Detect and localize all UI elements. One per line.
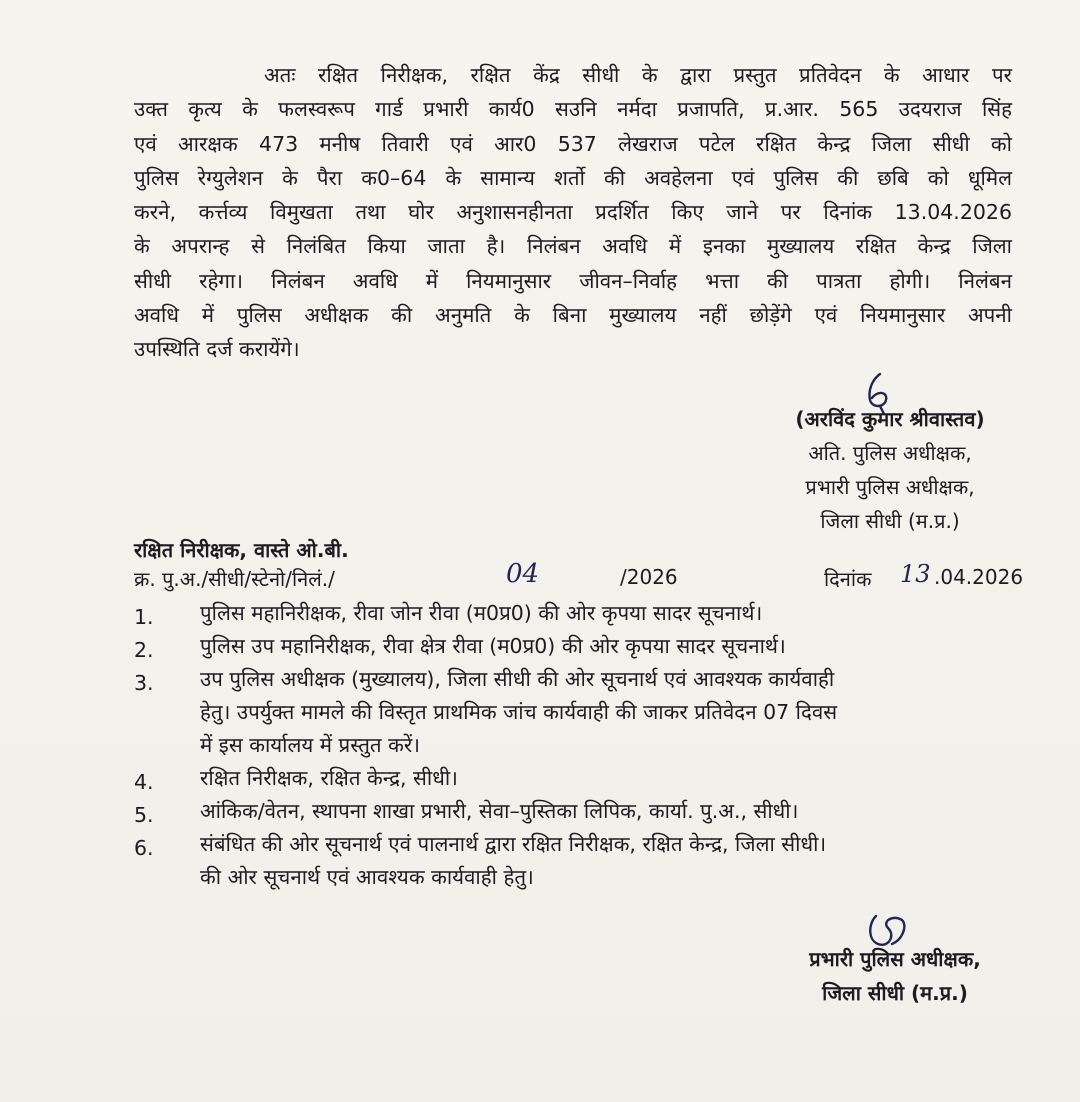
list-item — [134, 762, 1034, 795]
item-text: रक्षित निरीक्षक, रक्षित केन्द्र, सीधी। — [200, 766, 458, 790]
item-number: 1. — [134, 605, 154, 629]
item-text: में इस कार्यालय में प्रस्तुत करें। — [200, 733, 420, 757]
signatory-district: जिला सीधी (म.प्र.) — [822, 981, 968, 1005]
list-item — [134, 663, 1034, 762]
paragraph-line: करने, कर्त्तव्य विमुखता तथा घोर अनुशासनहीनता प्रदर्शित किए जाने पर दिनांक 13.04.2026 — [134, 200, 1012, 225]
paragraph-line: पुलिस रेग्युलेशन के पैरा क0–64 के सामान्य शर्तो की अवहेलना एवं पुलिस की छबि को धूमिल — [134, 165, 1012, 190]
date-label: दिनांक — [824, 567, 872, 591]
item-text: पुलिस महानिरीक्षक, रीवा जोन रीवा (म0प्र0) की ओर कृपया सादर सूचनार्थ। — [200, 601, 763, 625]
signature-block-2 — [770, 942, 1020, 1010]
reference-prefix: क्र. पु.अ./सीधी/स्टेनो/निलं./ — [134, 567, 335, 591]
reference-row — [134, 559, 1024, 595]
signatory-designation: प्रभारी पुलिस अधीक्षक, — [805, 475, 975, 499]
copy-list — [134, 597, 1034, 894]
reference-number: 04 — [506, 559, 540, 589]
list-item — [134, 630, 1034, 663]
paragraph-line: अवधि में पुलिस अधीक्षक की अनुमति के बिना मुख्यालय नहीं छोड़ेंगे एवं नियमानुसार अपनी — [134, 303, 1012, 328]
order-paragraph — [134, 58, 1012, 367]
signatory-district: जिला सीधी (म.प्र.) — [820, 509, 960, 533]
date-rest: .04.2026 — [934, 565, 1024, 589]
signatory-designation: अति. पुलिस अधीक्षक, — [808, 441, 972, 465]
item-text: उप पुलिस अधीक्षक (मुख्यालय), जिला सीधी की ओर सूचनार्थ एवं आवश्यक कार्यवाही — [200, 667, 835, 691]
reference-year: /2026 — [620, 565, 678, 589]
item-number: 3. — [134, 671, 154, 695]
paragraph-line: एवं आरक्षक 473 मनीष तिवारी एवं आर0 537 लेखराज पटेल रक्षित केन्द्र जिला सीधी को — [134, 131, 1012, 156]
paragraph-line: सीधी रहेगा। निलंबन अवधि में नियमानुसार जीवन–निर्वाह भत्ता की पात्रता होगी। निलंबन — [134, 268, 1012, 293]
item-text: संबंधित की ओर सूचनार्थ एवं पालनार्थ द्वारा रक्षित निरीक्षक, रक्षित केन्द्र, जिला सीधी। — [200, 832, 827, 856]
item-number: 4. — [134, 770, 154, 794]
item-text: हेतु। उपर्युक्त मामले की विस्तृत प्राथमिक जांच कार्यवाही की जाकर प्रतिवेदन 07 दिवस — [200, 700, 838, 724]
date-day: 13 — [900, 560, 931, 588]
item-text: आंकिक/वेतन, स्थापना शाखा प्रभारी, सेवा–पुस्तिका लिपिक, कार्या. पु.अ., सीधी। — [200, 799, 799, 823]
paragraph-line: उपस्थिति दर्ज करायेंगे। — [134, 337, 300, 362]
paragraph-line: उक्त कृत्य के फलस्वरूप गार्ड प्रभारी कार्य0 सउनि नर्मदा प्रजापति, प्र.आर. 565 उदयराज सिंह — [134, 97, 1012, 122]
signatory-designation: प्रभारी पुलिस अधीक्षक, — [809, 947, 981, 971]
signatory-name: (अरविंद कुमार श्रीवास्तव) — [795, 407, 985, 431]
paragraph-line: के अपरान्ह से निलंबित किया जाता है। निलंबन अवधि में इनका मुख्यालय रक्षित केन्द्र जिला — [134, 234, 1012, 259]
item-text: पुलिस उप महानिरीक्षक, रीवा क्षेत्र रीवा (म0प्र0) की ओर कृपया सादर सूचनार्थ। — [200, 634, 786, 658]
paragraph-line: अतः रक्षित निरीक्षक, रक्षित केंद्र सीधी के द्वारा प्रस्तुत प्रतिवेदन के आधार पर — [264, 63, 1012, 87]
list-item — [134, 795, 1034, 828]
list-item — [134, 828, 1034, 894]
signature-block-1 — [760, 402, 1020, 538]
list-item — [134, 597, 1034, 630]
addressee: रक्षित निरीक्षक, वास्ते ओ.बी. — [134, 538, 349, 562]
item-number: 5. — [134, 803, 154, 827]
item-number: 6. — [134, 836, 154, 860]
item-text: की ओर सूचनार्थ एवं आवश्यक कार्यवाही हेतु। — [200, 865, 534, 889]
item-number: 2. — [134, 638, 154, 662]
